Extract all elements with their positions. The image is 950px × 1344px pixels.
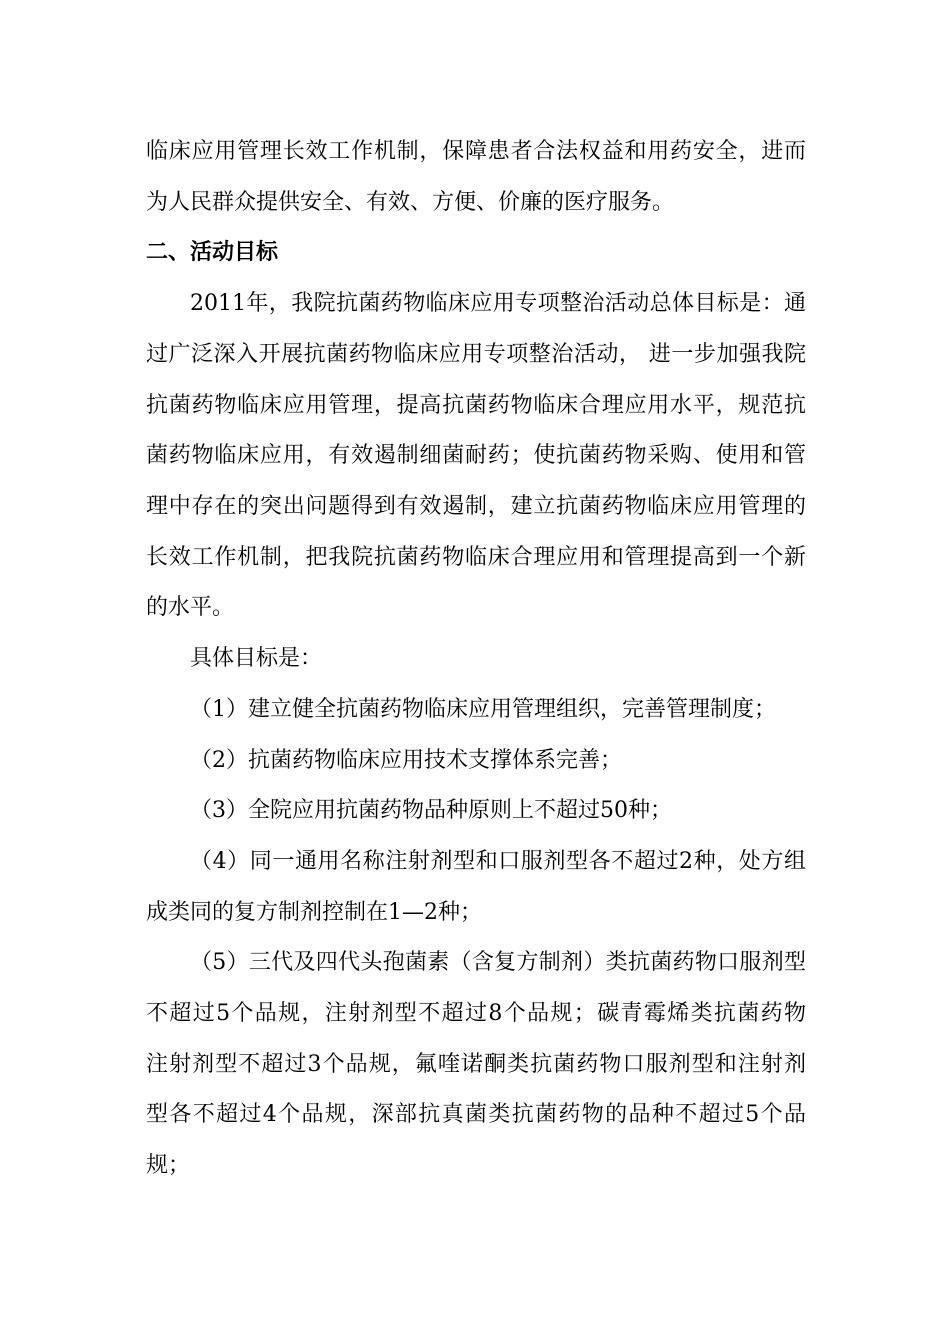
list-item-continuation: 型各不超过4个品规，深部抗真菌类抗菌药物的品种不超过5个品	[146, 1102, 806, 1127]
paragraph-line: 理中存在的突出问题得到有效遏制，建立抗菌药物临床应用管理的	[146, 494, 806, 519]
paragraph-line: 临床应用管理长效工作机制，保障患者合法权益和用药安全，进而	[146, 139, 806, 164]
list-item: （2）抗菌药物临床应用技术支撑体系完善；	[190, 748, 622, 773]
paragraph-line: 过广泛深入开展抗菌药物临床应用专项整治活动， 进一步加强我院	[146, 342, 806, 367]
list-item: （5）三代及四代头孢菌素（含复方制剂）类抗菌药物口服剂型	[190, 950, 806, 975]
paragraph-line: 2011年，我院抗菌药物临床应用专项整治活动总体目标是：通	[190, 291, 806, 316]
list-item: （1）建立健全抗菌药物临床应用管理组织，完善管理制度；	[190, 697, 776, 722]
list-item-continuation: 注射剂型不超过3个品规，氟喹诺酮类抗菌药物口服剂型和注射剂	[146, 1052, 806, 1077]
paragraph-line: 抗菌药物临床应用管理，提高抗菌药物临床合理应用水平，规范抗	[146, 393, 806, 418]
paragraph-line: 菌药物临床应用，有效遏制细菌耐药；使抗菌药物采购、使用和管	[146, 443, 806, 468]
section-heading: 二、活动目标	[146, 240, 279, 265]
paragraph-line: 为人民群众提供安全、有效、方便、价廉的医疗服务。	[146, 190, 675, 215]
list-item-continuation: 规；	[146, 1153, 191, 1178]
paragraph-line: 的水平。	[146, 595, 235, 620]
list-item-continuation: 成类同的复方制剂控制在1—2种；	[146, 900, 482, 925]
list-item: （4）同一通用名称注射剂型和口服剂型各不超过2种，处方组	[190, 849, 806, 874]
paragraph-line: 长效工作机制，把我院抗菌药物临床合理应用和管理提高到一个新	[146, 545, 806, 570]
paragraph-line: 具体目标是：	[190, 646, 323, 671]
list-item: （3）全院应用抗菌药物品种原则上不超过50种；	[190, 798, 672, 823]
list-item-continuation: 不超过5个品规，注射剂型不超过8个品规；碳青霉烯类抗菌药物	[146, 1001, 806, 1026]
